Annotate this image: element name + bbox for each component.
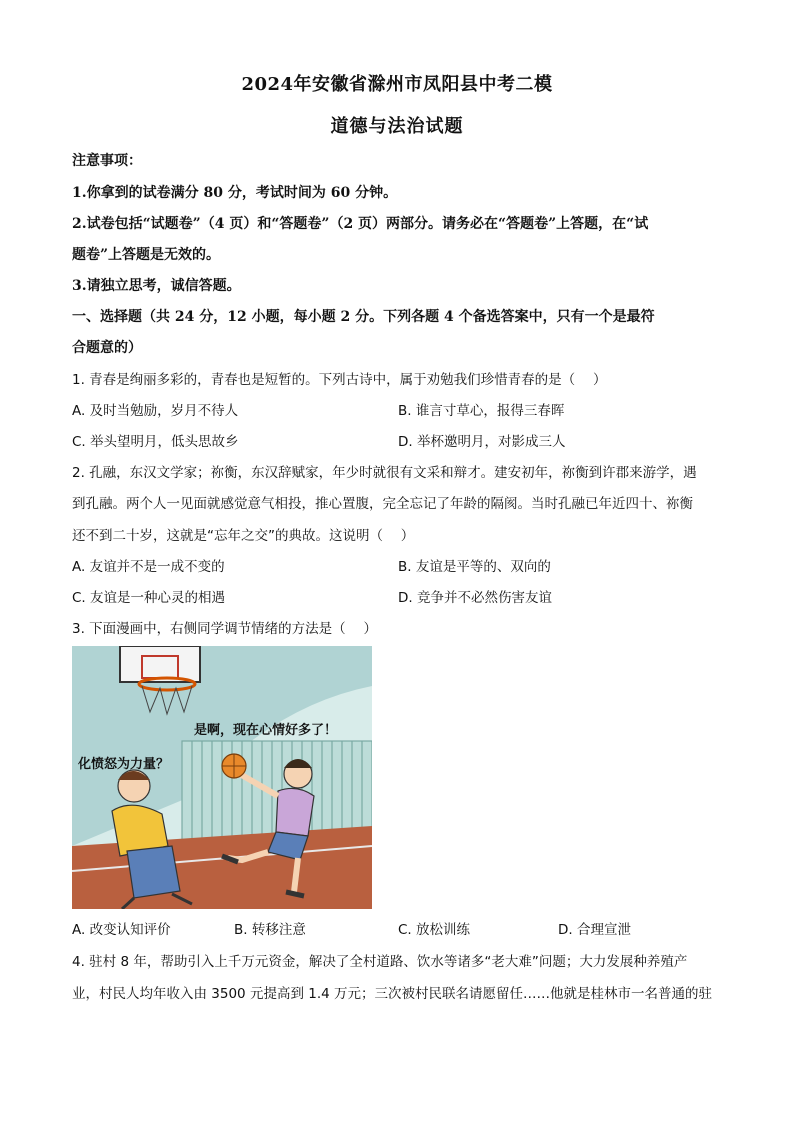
question-3-option-a[interactable]: A. 改变认知评价 — [72, 922, 171, 938]
comic-left-speech: 化愤怒为力量？ — [78, 757, 170, 772]
question-3-option-b[interactable]: B. 转移注意 — [234, 922, 306, 938]
question-1-option-c[interactable]: C. 举头望明月，低头思故乡 — [72, 434, 239, 450]
question-3-stem: 3. 下面漫画中，右侧同学调节情绪的方法是（ ） — [72, 621, 377, 637]
notice-item: 1.你拿到的试卷满分 80 分，考试时间为 60 分钟。 — [72, 185, 398, 201]
question-2-option-a[interactable]: A. 友谊并不是一成不变的 — [72, 559, 225, 575]
exam-title: 2024年安徽省滁州市凤阳县中考二模 — [241, 74, 553, 95]
notice-item: 3.请独立思考，诚信答题。 — [72, 278, 241, 294]
section-heading-cont: 合题意的） — [72, 340, 142, 356]
question-2-option-d[interactable]: D. 竞争并不必然伤害友谊 — [398, 590, 552, 606]
question-1-option-a[interactable]: A. 及时当勉励，岁月不待人 — [72, 403, 239, 419]
question-2-option-c[interactable]: C. 友谊是一种心灵的相遇 — [72, 590, 226, 606]
question-2-stem: 还不到二十岁，这就是“忘年之交”的典故。这说明（ ） — [72, 528, 415, 544]
exam-subject: 道德与法治试题 — [330, 116, 464, 137]
question-2-stem: 到孔融。两个人一见面就感觉意气相投，推心置腹，完全忘记了年龄的隔阂。当时孔融已年近四十、祢衡 — [72, 496, 693, 512]
question-4-stem: 4. 驻村 8 年，帮助引入上千万元资金，解决了全村道路、饮水等诸多“老大难”问题；大力发展种养殖产 — [72, 954, 688, 970]
question-1-option-d[interactable]: D. 举杯邀明月，对影成三人 — [398, 434, 566, 450]
question-2-option-b[interactable]: B. 友谊是平等的、双向的 — [398, 559, 551, 575]
question-3-option-d[interactable]: D. 合理宣泄 — [558, 922, 631, 938]
section-heading: 一、选择题（共 24 分，12 小题，每小题 2 分。下列各题 4 个备选答案中，只有一个是最符 — [72, 309, 655, 325]
notice-item: 题卷”上答题是无效的。 — [72, 247, 221, 263]
comic-right-speech: 是啊，现在心情好多了！ — [194, 723, 338, 738]
question-4-stem: 业，村民人均年收入由 3500 元提高到 1.4 万元；三次被村民联名请愿留任……他就是桂林市一名普通的驻 — [72, 986, 712, 1002]
question-1-option-b[interactable]: B. 谁言寸草心，报得三春晖 — [398, 403, 565, 419]
question-2-stem: 2. 孔融，东汉文学家；祢衡，东汉辞赋家，年少时就很有文采和辩才。建安初年，祢衡到许郡来游学，遇 — [72, 465, 697, 481]
question-3-option-c[interactable]: C. 放松训练 — [398, 922, 471, 938]
notice-heading: 注意事项： — [72, 153, 142, 169]
notice-item: 2.试卷包括“试题卷”（4 页）和“答题卷”（2 页）两部分。请务必在“答题卷”上答题，在“试 — [72, 216, 649, 232]
question-1-stem: 1. 青春是绚丽多彩的，青春也是短暂的。下列古诗中，属于劝勉我们珍惜青春的是（ ） — [72, 372, 607, 388]
comic-illustration — [72, 646, 372, 909]
